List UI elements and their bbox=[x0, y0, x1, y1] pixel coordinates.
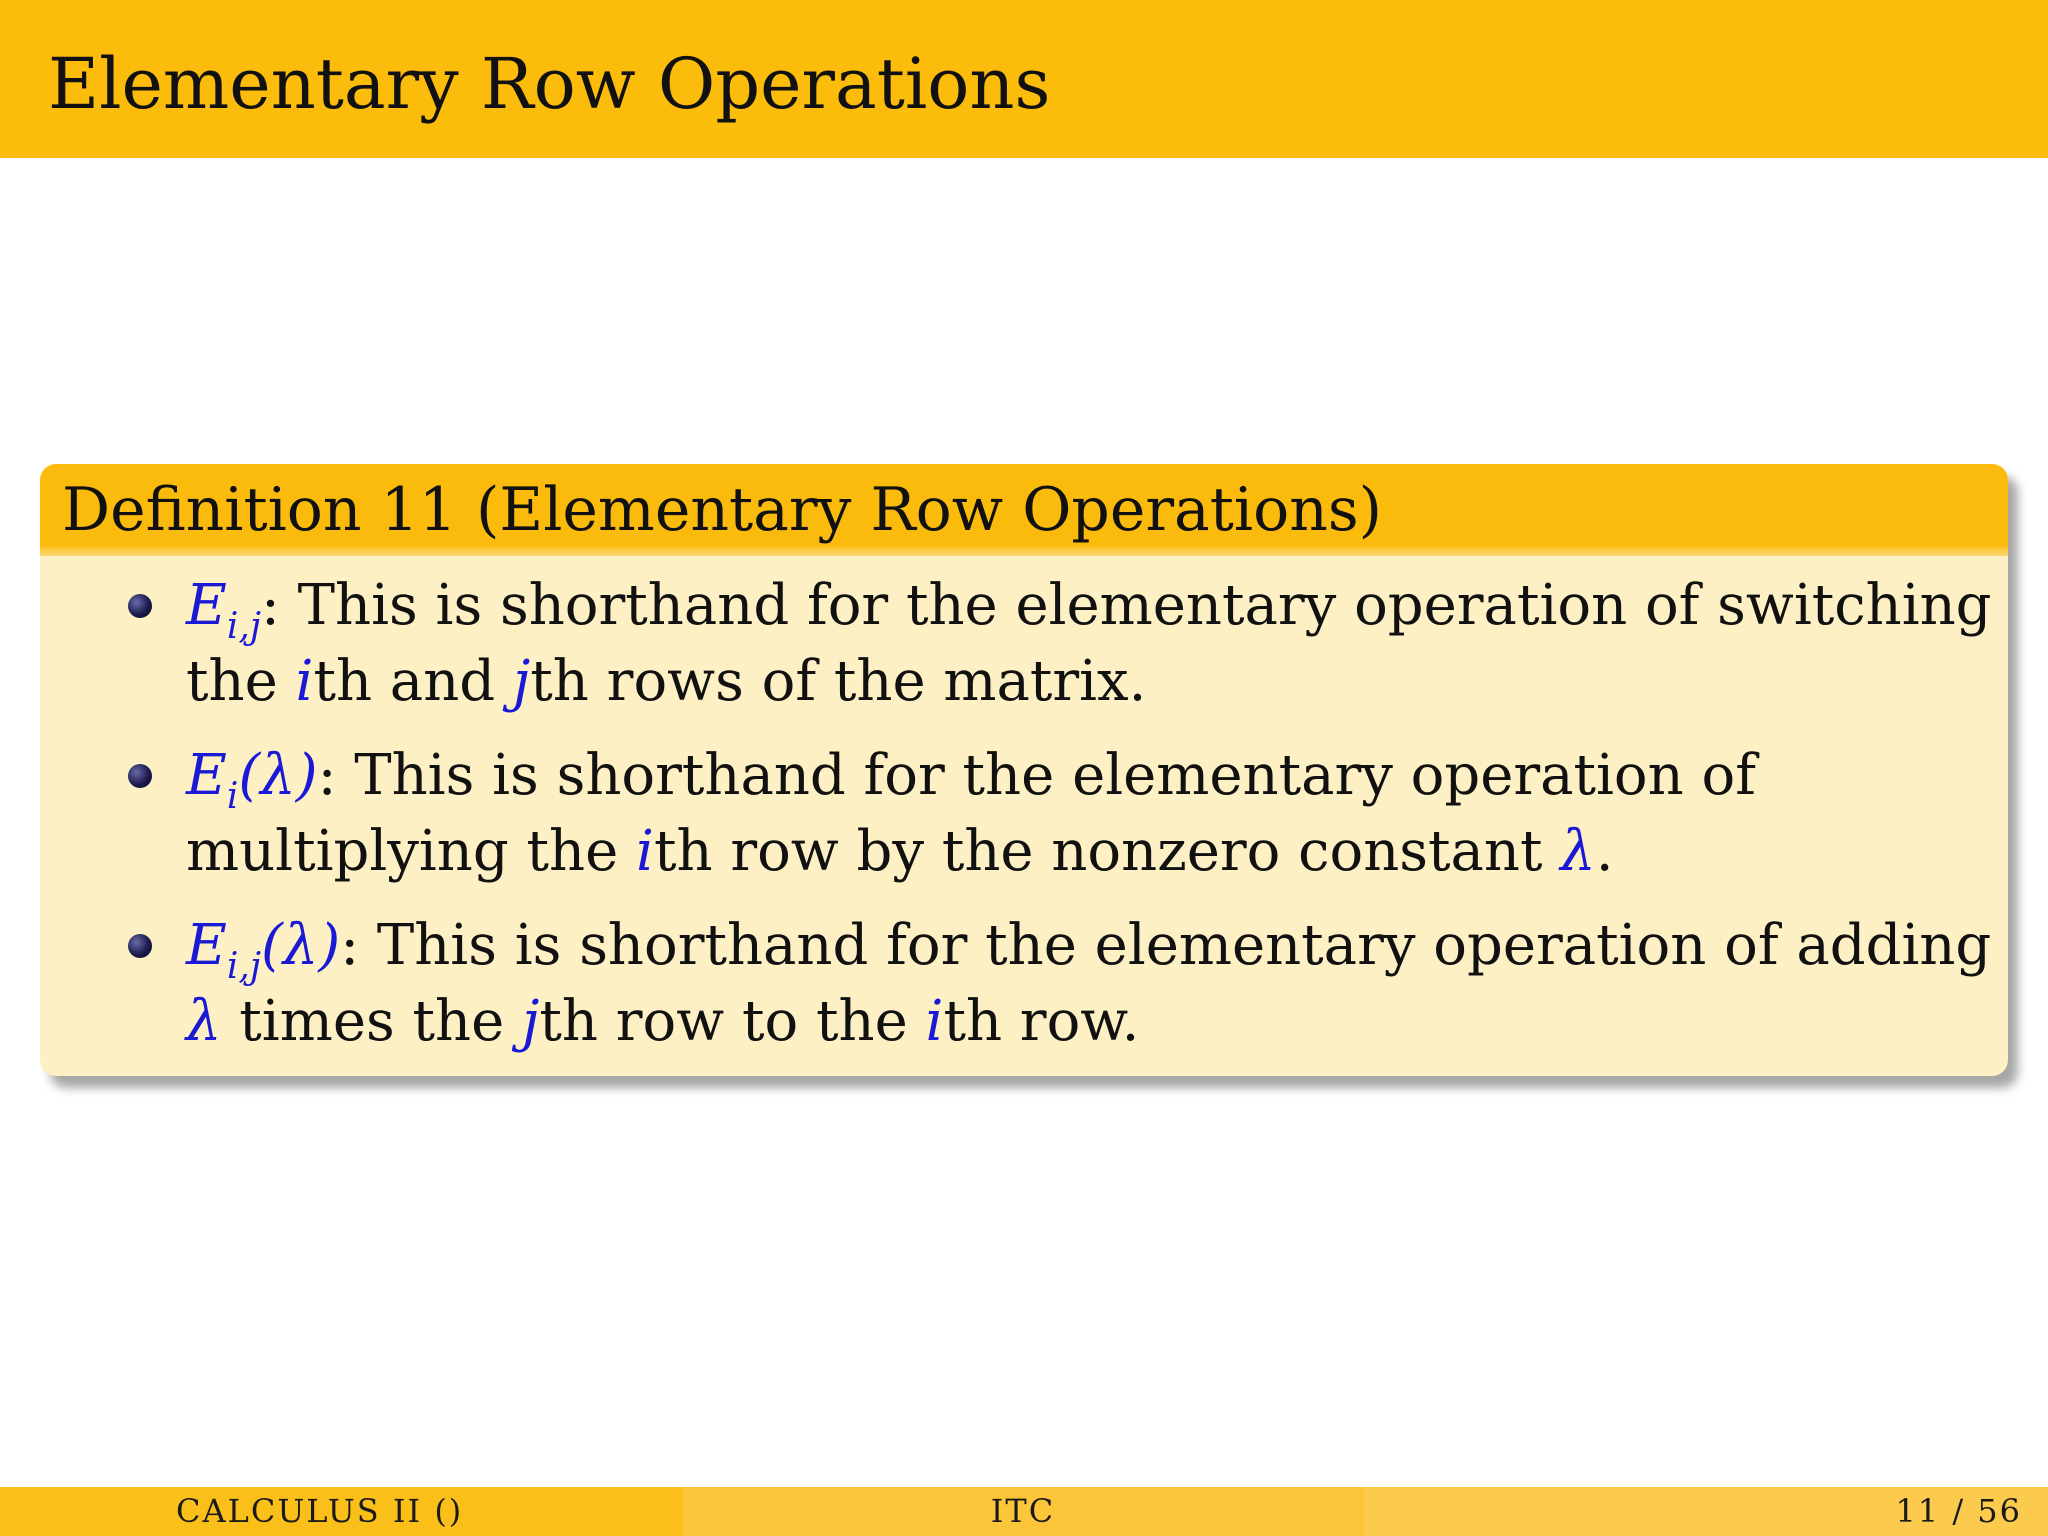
footer-center-segment bbox=[682, 1487, 1364, 1536]
definition-block bbox=[40, 464, 2008, 1076]
item-text: : This is shorthand for the elementary operation of adding bbox=[340, 913, 1992, 978]
frame-title-bar bbox=[0, 0, 2048, 158]
definition-title: Definition 11 (Elementary Row Operations) bbox=[62, 475, 1383, 545]
math-variable: λ bbox=[1560, 819, 1596, 884]
item-line bbox=[186, 820, 1614, 884]
item-text: the bbox=[186, 649, 296, 714]
footer-page-number: 11 / 56 bbox=[1895, 1492, 2022, 1530]
item-line bbox=[186, 744, 1756, 829]
bullet-icon bbox=[128, 594, 152, 618]
footer-institution: ITC bbox=[990, 1492, 1056, 1530]
math-symbol: E bbox=[186, 743, 227, 808]
math-argument: (λ) bbox=[261, 913, 341, 978]
math-subscript: i bbox=[226, 776, 239, 817]
math-variable: i bbox=[925, 989, 944, 1054]
item-text: th row. bbox=[943, 989, 1140, 1054]
item-line bbox=[186, 650, 1146, 714]
math-subscript: i,j bbox=[226, 946, 262, 987]
item-text: multiplying the bbox=[186, 819, 637, 884]
footer-bar bbox=[0, 1487, 2048, 1536]
item-line bbox=[186, 574, 1992, 659]
item-text: th and bbox=[313, 649, 513, 714]
definition-block-header bbox=[40, 464, 2008, 556]
item-text: times the bbox=[221, 989, 523, 1054]
math-symbol: E bbox=[186, 913, 227, 978]
math-argument: (λ) bbox=[238, 743, 318, 808]
item-text: th row by the nonzero constant bbox=[653, 819, 1561, 884]
frame-title: Elementary Row Operations bbox=[48, 43, 1051, 125]
math-symbol: E bbox=[186, 573, 227, 638]
item-line bbox=[186, 914, 1991, 999]
item-text: : This is shorthand for the elementary operation of bbox=[317, 743, 1756, 808]
math-variable: j bbox=[512, 649, 531, 714]
math-subscript: i,j bbox=[226, 606, 262, 647]
math-variable: i bbox=[295, 649, 314, 714]
footer-course-title: CALCULUS II () bbox=[176, 1492, 464, 1530]
item-line bbox=[186, 990, 1139, 1054]
item-text: : This is shorthand for the elementary operation of switching bbox=[261, 573, 1992, 638]
item-text: th rows of the matrix. bbox=[530, 649, 1147, 714]
footer-left-segment bbox=[0, 1487, 682, 1536]
item-text: . bbox=[1595, 819, 1614, 884]
item-text: th row to the bbox=[539, 989, 926, 1054]
bullet-icon bbox=[128, 934, 152, 958]
math-variable: i bbox=[636, 819, 654, 884]
math-variable: λ bbox=[186, 989, 222, 1054]
math-variable: j bbox=[522, 989, 540, 1054]
bullet-icon bbox=[128, 764, 152, 788]
footer-right-segment bbox=[1364, 1487, 2048, 1536]
